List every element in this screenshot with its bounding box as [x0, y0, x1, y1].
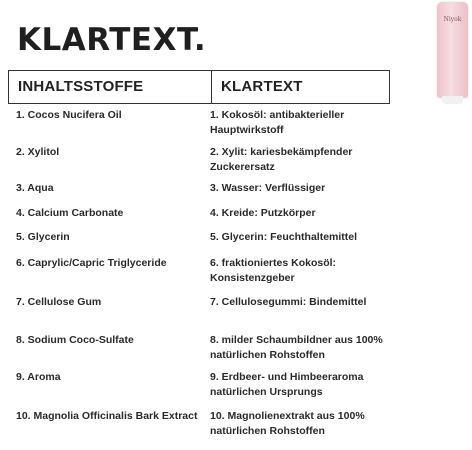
- ingredient-cell: 3. Aqua: [16, 182, 54, 194]
- header-ingredients: INHALTSSTOFFE: [9, 71, 212, 103]
- ingredient-cell: 4. Calcium Carbonate: [16, 207, 124, 219]
- explanation-cell: 3. Wasser: Verflüssiger: [210, 182, 326, 194]
- explanation-cell: 6. fraktioniertes Kokosöl: Konsistenzgeber: [210, 257, 337, 284]
- explanation-cell: 4. Kreide: Putzkörper: [210, 207, 316, 219]
- ingredient-cell: 1. Cocos Nucifera Oil: [16, 109, 122, 121]
- page-title: KLARTEXT.: [17, 22, 207, 58]
- tube-cap: [442, 96, 463, 104]
- table-row: [8, 295, 472, 333]
- ingredient-cell: 10. Magnolia Officinalis Bark Extract: [16, 410, 198, 422]
- explanation-cell: 9. Erdbeer- und Himbeeraroma natürlichen Ursprungs: [210, 371, 364, 398]
- tube-brand-text: Niyok: [443, 16, 462, 23]
- ingredients-rows: [8, 108, 472, 445]
- explanation-cell: 7. Cellulosegummi: Bindemittel: [210, 296, 367, 308]
- ingredient-cell: 7. Cellulose Gum: [16, 296, 102, 308]
- product-tube-image: [437, 2, 468, 98]
- table-row: [8, 206, 472, 230]
- table-row: [8, 230, 472, 256]
- explanation-cell: 1. Kokosöl: antibakterieller Hauptwirkstoff: [210, 109, 345, 136]
- table-row: [8, 145, 472, 181]
- ingredient-cell: 2. Xylitol: [16, 146, 60, 158]
- ingredient-cell: 8. Sodium Coco-Sulfate: [16, 334, 134, 346]
- table-row: [8, 370, 472, 409]
- explanation-cell: 2. Xylit: kariesbekämpfender Zuckerersatz: [210, 146, 353, 173]
- ingredient-cell: 6. Caprylic/Capric Triglyceride: [16, 257, 167, 269]
- ingredient-cell: 9. Aroma: [16, 371, 61, 383]
- explanation-cell: 8. milder Schaumbildner aus 100% natürlichen Rohstoffen: [210, 334, 383, 361]
- ingredients-table-header: [8, 70, 390, 104]
- ingredient-cell: 5. Glycerin: [16, 231, 70, 243]
- table-row: [8, 256, 472, 295]
- table-row: [8, 409, 472, 445]
- table-row: [8, 108, 472, 145]
- table-row: [8, 181, 472, 206]
- explanation-cell: 10. Magnolienextrakt aus 100% natürlichen Rohstoffen: [210, 410, 365, 437]
- explanation-cell: 5. Glycerin: Feuchthaltemittel: [210, 231, 358, 243]
- table-row: [8, 333, 472, 370]
- header-klartext: KLARTEXT: [221, 78, 303, 95]
